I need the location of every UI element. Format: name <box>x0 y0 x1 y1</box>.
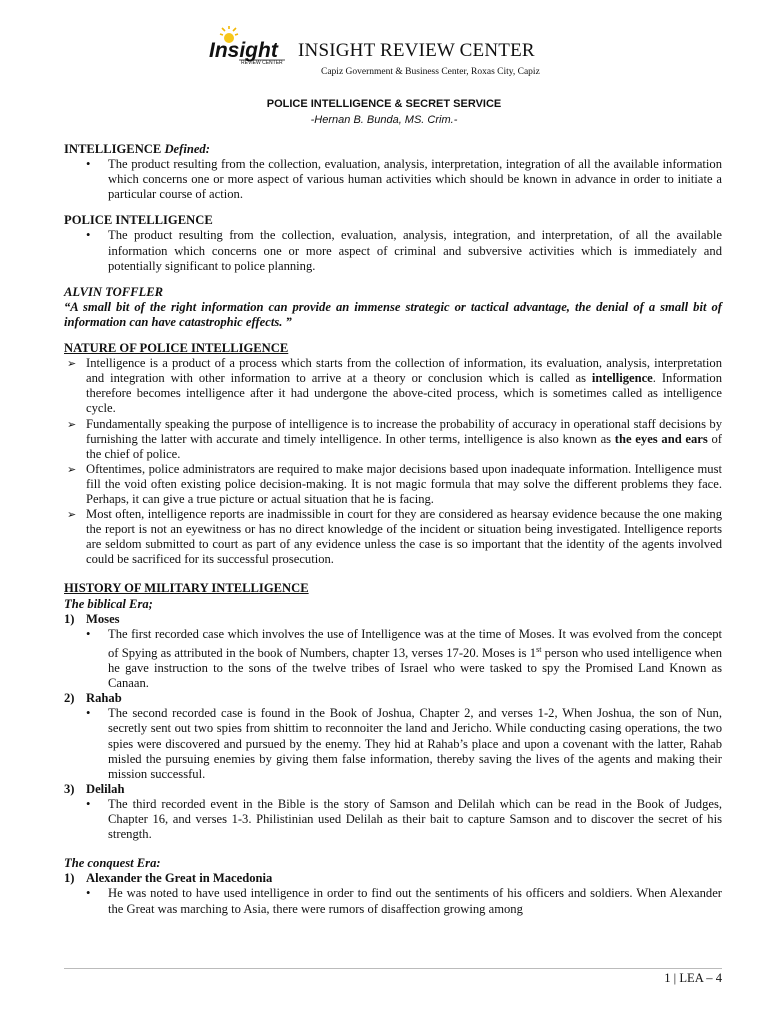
svg-text:REVIEW CENTER: REVIEW CENTER <box>241 60 283 66</box>
insight-logo <box>207 26 287 72</box>
numbered-heading-moses: 1) Moses <box>64 611 120 626</box>
footer-divider <box>64 968 722 969</box>
bullet-list <box>64 157 722 202</box>
bullet-list <box>64 797 722 842</box>
list-item: • The second recorded case is found in the Book of Joshua, Chapter 2, and verses 1-2, When Joshua, the son of Nun, secretly sent out two spies from shittim to reconnoiter the land and Jericho. While conducting casing operations, the two spies were discovered and pursued by the enemy. They hid at Rahab’s place and upon a covenant with the latter, Rahab misled the pursuing enemies by giving them false information, thereby saving the lives of the agents and making their mission successful. <box>64 706 722 781</box>
section-heading-history: HISTORY OF MILITARY INTELLIGENCE <box>64 581 309 596</box>
heading-text-italic: Defined: <box>164 142 210 156</box>
era-heading-conquest: The conquest Era: <box>64 856 161 871</box>
toffler-quote: “A small bit of the right information can provide an immense strategic or tactical advantage, the denial of a small bit of information can have catastrophic effects. ” <box>64 299 722 329</box>
list-item: • The first recorded case which involves the use of Intelligence was at the time of Moses. It was evolved from the concept of Spying as attributed in the book of Numbers, chapter 13, verses 17-20. Moses is 1st person who used intelligence when he gave instruction to the sons of the twelve tribes of Israel who were tasked to spy the Promised Land Known as Canaan. <box>64 627 722 692</box>
numbered-heading-alexander: 1) Alexander the Great in Macedonia <box>64 871 273 886</box>
list-item: • The product resulting from the collection, evaluation, analysis, integration, and interpretation, of all the available information which concerns one or more aspect of criminal and subversive activities which is immediately and potentially significant to police planning. <box>64 228 722 273</box>
bullet-list <box>64 228 722 273</box>
section-heading-police-intelligence: POLICE INTELLIGENCE <box>64 213 213 228</box>
section-heading-alvin-toffler: ALVIN TOFFLER <box>64 284 164 299</box>
list-item: • The product resulting from the collection, evaluation, analysis, interpretation, integration of all the available information which concerns one or more aspect of various human activities which should be known in advance in order to initiate a particular course of action. <box>64 157 722 202</box>
org-address: Capiz Government & Business Center, Roxas City, Capiz <box>321 67 540 77</box>
arrow-list <box>64 356 722 567</box>
page-footer: 1 | LEA – 4 <box>664 971 722 985</box>
list-item: ➢ Intelligence is a product of a process which starts from the collection of information, its evaluation, analysis, interpretation and integration with other information to arrive at a theory or conclusion which is called as intelligence. Information therefore becomes intelligence after it had undergone the above-cited process, which is sometimes called as intelligence cycle. <box>64 356 722 416</box>
section-heading-intelligence <box>64 142 722 157</box>
heading-text: INTELLIGENCE <box>64 142 162 156</box>
list-item: • He was noted to have used intelligence in order to find out the sentiments of his officers and soldiers. When Alexander the Great was marching to Asia, there were rumors of disaffection growing among <box>64 886 722 916</box>
bullet-list <box>64 627 722 692</box>
svg-text:Insight: Insight <box>209 39 278 62</box>
document-title: POLICE INTELLIGENCE & SECRET SERVICE <box>266 98 502 110</box>
bullet-list <box>64 886 722 916</box>
list-item: ➢ Most often, intelligence reports are inadmissible in court for they are considered as hearsay evidence because the one making the report is not an eyewitness or has no direct knowledge of the incident or situation being investigated. Intelligence reports are seldom submitted to court as part of any evidence unless the case is so important that the identity of the agents involved could be sacrificed for its successful prosecution. <box>64 507 722 567</box>
list-item: ➢ Oftentimes, police administrators are required to make major decisions based upon inadequate information. Intelligence must fill the void often existing police decision-making. It is not magic formula that may solve the different problems they face. Perhaps, it can give a true picture or actual situation that he is facing. <box>64 462 722 507</box>
era-heading-biblical: The biblical Era; <box>64 596 153 611</box>
letterhead <box>207 26 567 80</box>
bullet-list <box>64 706 722 781</box>
section-heading-nature: NATURE OF POLICE INTELLIGENCE <box>64 341 289 356</box>
document-author: -Hernan B. Bunda, MS. Crim.- <box>310 114 458 126</box>
list-item: • The third recorded event in the Bible is the story of Samson and Delilah which can be read in the Book of Judges, Chapter 16, and verses 1-3. Philistinian used Delilah as their bait to capture Samson and to discover the secret of his strength. <box>64 797 722 842</box>
document-body <box>64 142 722 917</box>
numbered-heading-delilah: 3) Delilah <box>64 781 125 796</box>
numbered-heading-rahab: 2) Rahab <box>64 691 122 706</box>
list-item: ➢ Fundamentally speaking the purpose of intelligence is to increase the probability of accuracy in operational staff decisions by furnishing the latter with accurate and timely intelligence. In other terms, intelligence is also known as the eyes and ears of the chief of police. <box>64 417 722 462</box>
org-name: INSIGHT REVIEW CENTER <box>298 40 535 61</box>
